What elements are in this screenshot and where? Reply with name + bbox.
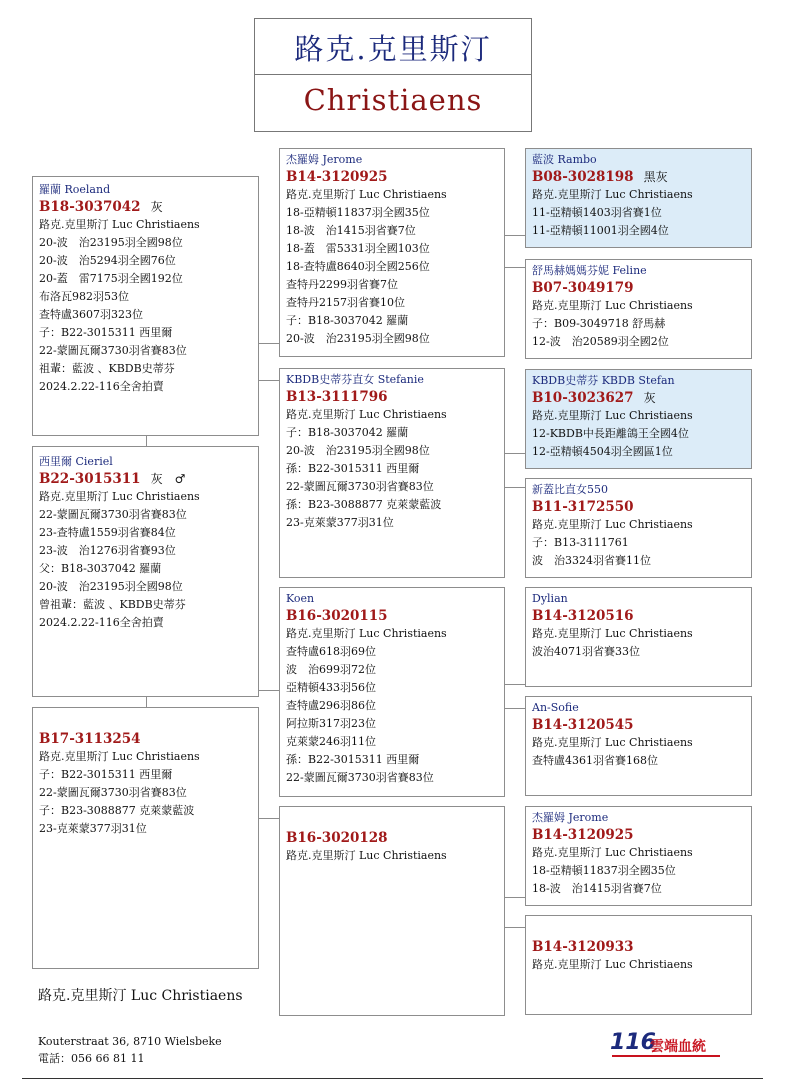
connector xyxy=(146,436,147,446)
result-line: 曾祖輩：藍波 、KBDB史蒂芬 xyxy=(39,598,186,611)
pigeon-card-sire[interactable] xyxy=(32,176,259,436)
result-line: 18-蓋 雷5331羽全國103位 xyxy=(286,242,430,255)
result-line: 20-波 治23195羽全國98位 xyxy=(39,236,183,249)
connector xyxy=(259,380,279,381)
pigeon-card-ancestor[interactable] xyxy=(525,259,752,359)
result-line: 亞精頓433羽56位 xyxy=(286,681,376,694)
result-line: 18-波 治1415羽省賽7位 xyxy=(532,882,662,895)
connector xyxy=(146,697,147,707)
result-line: 23-克萊蒙377羽31位 xyxy=(286,516,394,529)
result-line: 子：B13-3111761 xyxy=(532,536,629,549)
result-line: 20-波 治23195羽全國98位 xyxy=(39,580,183,593)
result-line: 查特盧4361羽省賽168位 xyxy=(532,754,658,767)
pigeon-name: 杰羅姆 Jerome xyxy=(532,811,609,824)
pigeon-name: Dylian xyxy=(532,592,568,605)
result-line: 路克.克里斯汀 Luc Christiaens xyxy=(39,750,200,763)
ring-number: B14-3120925 xyxy=(286,169,388,185)
result-line: 18-查特盧8640羽全國256位 xyxy=(286,260,430,273)
pigeon-name: 藍波 Rambo xyxy=(532,153,597,166)
result-line: 子：B22-3015311 西里爾 xyxy=(39,768,173,781)
result-line: 路克.克里斯汀 Luc Christiaens xyxy=(286,408,447,421)
result-line: 22-蒙圖瓦爾3730羽省賽83位 xyxy=(286,480,434,493)
pigeon-name: Koen xyxy=(286,592,315,605)
result-line: 路克.克里斯汀 Luc Christiaens xyxy=(286,849,447,862)
result-line: 20-波 治23195羽全國98位 xyxy=(286,332,430,345)
connector xyxy=(505,684,525,685)
pigeon-name: 舒馬赫媽媽芬妮 Feline xyxy=(532,264,647,277)
result-line: 查特丹2299羽省賽7位 xyxy=(286,278,398,291)
ring-number: B16-3020128 xyxy=(286,830,388,846)
ring-number: B14-3120925 xyxy=(532,827,634,843)
result-line: 22-蒙圖瓦爾3730羽省賽83位 xyxy=(39,786,187,799)
connector xyxy=(505,897,525,898)
result-line: 11-亞精頓1403羽省賽1位 xyxy=(532,206,662,219)
result-line: 路克.克里斯汀 Luc Christiaens xyxy=(532,188,693,201)
result-line: 20-蓋 雷7175羽全國192位 xyxy=(39,272,183,285)
connector xyxy=(505,927,525,928)
pigeon-card-ancestor[interactable] xyxy=(525,478,752,578)
result-line: 查特盧3607羽323位 xyxy=(39,308,143,321)
result-line: 23-查特盧1559羽省賽84位 xyxy=(39,526,176,539)
logo-text: 雲端血統 xyxy=(650,1039,706,1055)
result-line: 路克.克里斯汀 Luc Christiaens xyxy=(286,188,447,201)
pigeon-name: KBDB史蒂芬 KBDB Stefan xyxy=(532,374,675,387)
contact-info xyxy=(38,1033,222,1067)
result-line: 路克.克里斯汀 Luc Christiaens xyxy=(286,627,447,640)
pigeon-name: 羅蘭 Roeland xyxy=(39,183,111,196)
address: Kouterstraat 36, 8710 Wielsbeke xyxy=(38,1035,222,1048)
ring-number: B14-3120933 xyxy=(532,939,634,955)
result-line: 祖輩：藍波 、KBDB史蒂芬 xyxy=(39,362,175,375)
ring-number: B08-3028198 黑灰 xyxy=(532,169,668,185)
bottom-divider xyxy=(22,1078,763,1079)
result-line: 布洛瓦982羽53位 xyxy=(39,290,129,303)
result-line: 18-波 治1415羽省賽7位 xyxy=(286,224,416,237)
result-line: 克萊蒙246羽11位 xyxy=(286,735,376,748)
result-line: 孫：B22-3015311 西里爾 xyxy=(286,462,420,475)
result-line: 2024.2.22-116全舍拍賣 xyxy=(39,616,164,629)
pigeon-name: 杰羅姆 Jerome xyxy=(286,153,363,166)
logo xyxy=(610,1030,722,1058)
ring-number: B07-3049179 xyxy=(532,280,634,296)
result-line: 孫：B22-3015311 西里爾 xyxy=(286,753,420,766)
loft-name-chinese: 路克.克里斯汀 xyxy=(294,32,492,66)
result-line: 23-克萊蒙377羽31位 xyxy=(39,822,147,835)
result-line: 子：B09-3049718 舒馬赫 xyxy=(532,317,666,330)
title-box xyxy=(254,18,532,132)
pigeon-name: KBDB史蒂芬直女 Stefanie xyxy=(286,373,424,386)
connector xyxy=(505,235,525,236)
logo-underline xyxy=(612,1055,720,1057)
result-line: 18-亞精頓11837羽全國35位 xyxy=(532,864,676,877)
result-line: 波治4071羽省賽33位 xyxy=(532,645,640,658)
pigeon-name: 新蓋比直女550 xyxy=(532,483,608,496)
pigeon-card-ancestor[interactable] xyxy=(525,915,752,1015)
result-line: 波 治699羽72位 xyxy=(286,663,376,676)
ring-number: B11-3172550 xyxy=(532,499,634,515)
ring-number: B22-3015311 灰 ♂ xyxy=(39,471,186,487)
result-line: 子：B18-3037042 羅蘭 xyxy=(286,314,409,327)
result-line: 20-波 治5294羽全國76位 xyxy=(39,254,176,267)
ring-number: B14-3120516 xyxy=(532,608,634,624)
pigeon-card-granddam-dam[interactable] xyxy=(279,806,505,1016)
result-line: 2024.2.22-116全舍拍賣 xyxy=(39,380,164,393)
pigeon-card-ancestor[interactable] xyxy=(525,806,752,906)
result-line: 孫：B23-3088877 克萊蒙藍波 xyxy=(286,498,442,511)
result-line: 路克.克里斯汀 Luc Christiaens xyxy=(532,736,693,749)
pigeon-name: An-Sofie xyxy=(532,701,579,714)
result-line: 查特盧618羽69位 xyxy=(286,645,376,658)
pigeon-card-ancestor[interactable] xyxy=(525,696,752,796)
result-line: 查特丹2157羽省賽10位 xyxy=(286,296,405,309)
ring-number: B17-3113254 xyxy=(39,731,141,747)
pigeon-card-dam[interactable] xyxy=(32,707,259,969)
plumage-color: 黑灰 xyxy=(643,170,668,184)
pigeon-card-ancestor[interactable] xyxy=(525,369,752,469)
result-line: 22-蒙圖瓦爾3730羽省賽83位 xyxy=(39,508,187,521)
result-line: 22-蒙圖瓦爾3730羽省賽83位 xyxy=(286,771,434,784)
pigeon-card-grandsire-dam[interactable] xyxy=(279,587,505,797)
connector xyxy=(259,690,279,691)
result-line: 子：B23-3088877 克萊蒙藍波 xyxy=(39,804,195,817)
loft-name-english: Christiaens xyxy=(303,83,483,117)
connector xyxy=(259,343,279,344)
result-line: 路克.克里斯汀 Luc Christiaens xyxy=(532,627,693,640)
logo-number: 116 xyxy=(610,1030,656,1055)
result-line: 路克.克里斯汀 Luc Christiaens xyxy=(39,490,200,503)
result-line: 路克.克里斯汀 Luc Christiaens xyxy=(39,218,200,231)
result-line: 12-KBDB中長距離鴿王全國4位 xyxy=(532,427,689,440)
result-line: 路克.克里斯汀 Luc Christiaens xyxy=(532,958,693,971)
result-line: 11-亞精頓11001羽全國4位 xyxy=(532,224,669,237)
result-line: 波 治3324羽省賽11位 xyxy=(532,554,651,567)
result-line: 20-波 治23195羽全國98位 xyxy=(286,444,430,457)
pigeon-card-grandsire[interactable] xyxy=(279,148,505,357)
pigeon-card-ancestor[interactable] xyxy=(525,587,752,687)
result-line: 父：B18-3037042 羅蘭 xyxy=(39,562,162,575)
title-divider xyxy=(255,74,531,75)
owner-name: 路克.克里斯汀 Luc Christiaens xyxy=(38,988,243,1004)
connector xyxy=(259,818,279,819)
result-line: 阿拉斯317羽23位 xyxy=(286,717,376,730)
result-line: 路克.克里斯汀 Luc Christiaens xyxy=(532,846,693,859)
ring-number: B13-3111796 xyxy=(286,389,388,405)
result-line: 路克.克里斯汀 Luc Christiaens xyxy=(532,299,693,312)
ring-number: B14-3120545 xyxy=(532,717,634,733)
connector xyxy=(505,708,525,709)
connector xyxy=(505,453,525,454)
ring-number: B16-3020115 xyxy=(286,608,388,624)
pigeon-card-granddam[interactable] xyxy=(279,368,505,578)
result-line: 18-亞精頓11837羽全國35位 xyxy=(286,206,430,219)
result-line: 路克.克里斯汀 Luc Christiaens xyxy=(532,409,693,422)
plumage-color: 灰 xyxy=(150,200,163,214)
result-line: 23-波 治1276羽省賽93位 xyxy=(39,544,176,557)
pigeon-name: 西里爾 Cieriel xyxy=(39,455,113,468)
result-line: 查特盧296羽86位 xyxy=(286,699,376,712)
connector xyxy=(505,487,525,488)
pigeon-card-subject[interactable] xyxy=(32,446,259,697)
result-line: 12-波 治20589羽全國2位 xyxy=(532,335,669,348)
ring-number: B10-3023627 灰 xyxy=(532,390,656,406)
connector xyxy=(505,267,525,268)
pigeon-card-ancestor[interactable] xyxy=(525,148,752,248)
result-line: 22-蒙圖瓦爾3730羽省賽83位 xyxy=(39,344,187,357)
plumage-color: 灰 ♂ xyxy=(150,472,186,486)
phone: 電話：056 66 81 11 xyxy=(38,1052,145,1065)
result-line: 路克.克里斯汀 Luc Christiaens xyxy=(532,518,693,531)
ring-number: B18-3037042 灰 xyxy=(39,199,163,215)
result-line: 子：B18-3037042 羅蘭 xyxy=(286,426,409,439)
result-line: 子：B22-3015311 西里爾 xyxy=(39,326,173,339)
plumage-color: 灰 xyxy=(643,391,656,405)
result-line: 12-亞精頓4504羽全國區1位 xyxy=(532,445,673,458)
